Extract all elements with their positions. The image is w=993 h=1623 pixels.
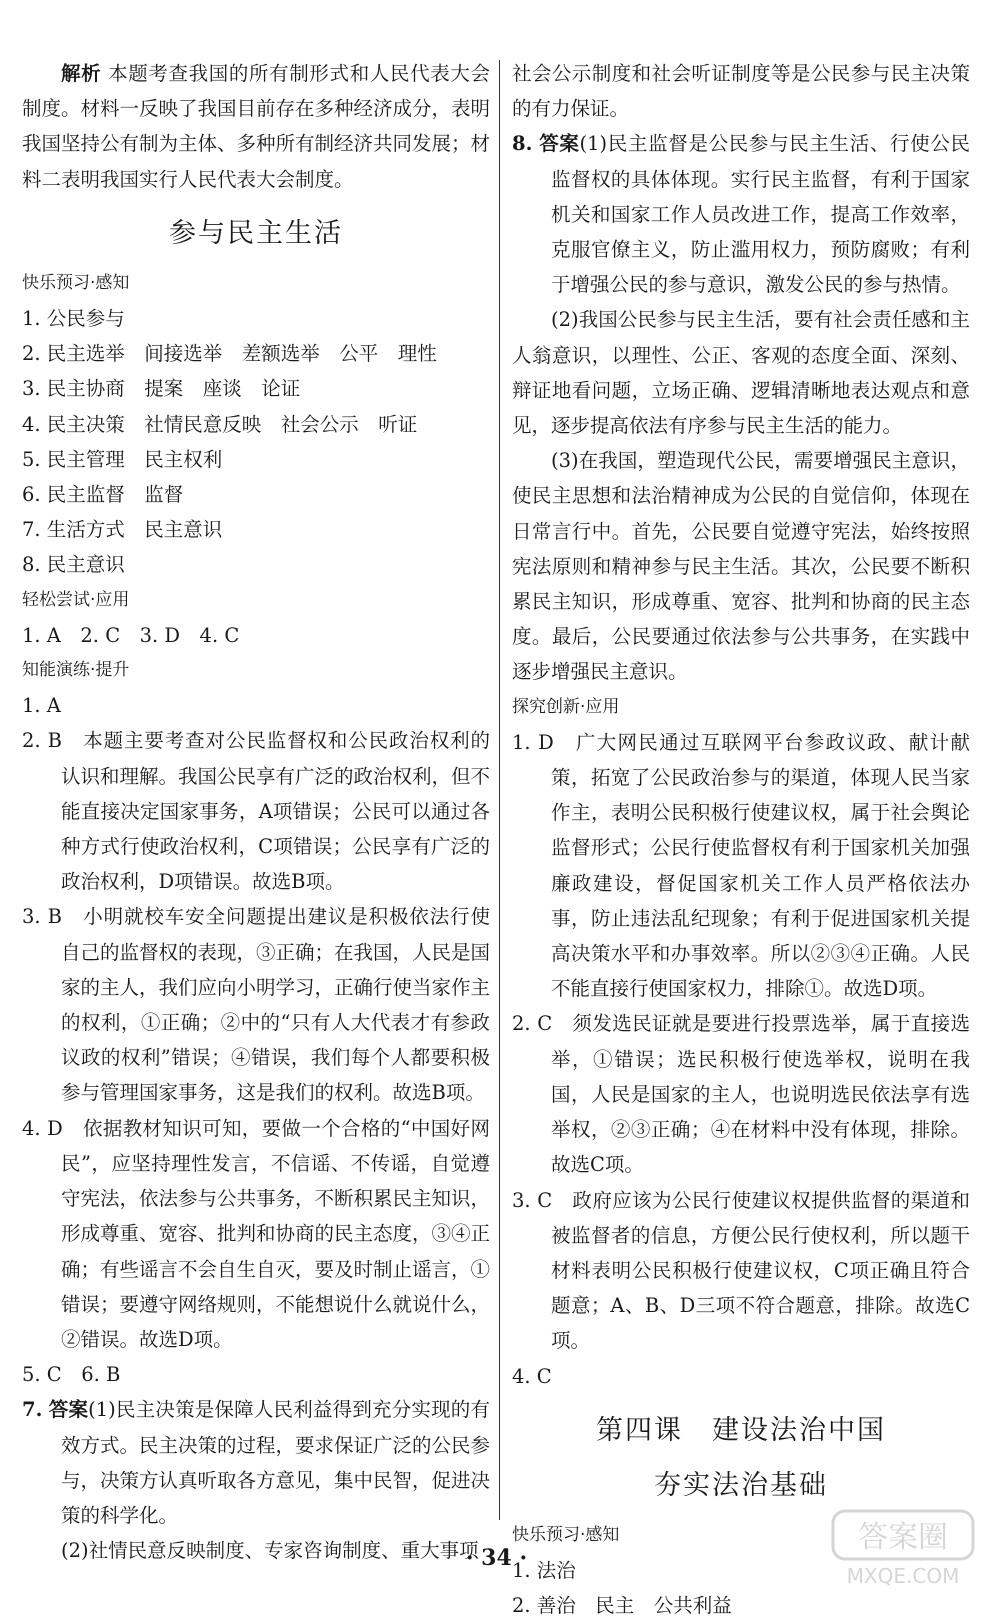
answer-label: 答案 (539, 132, 580, 156)
watermark-text: 答案圈 (858, 1520, 948, 1555)
list-item: 1. D 广大网民通过互联网平台参政议政、献计献策，拓宽了公民政治参与的渠道，体现人民当家作主，表明公民积极行使建议权，属于社会舆论监督形式；公民行使监督权有利于国家机关加强廉政建设，督促国家机关工作人员严格依法办事，防止违法乱纪现象；有利于促进国家机关提高决策水平和办事效率。所以②③④正确。人民不能直接行使国家权力，排除①。故选D项。 (512, 730, 970, 1001)
list-item: 3. 民主协商 提案 座谈 论证 (22, 377, 301, 401)
list-item: 3. C 政府应该为公民行使建议权提供监督的渠道和被监督者的信息，方便公民行使权利，所以题干材料表明公民积极行使建议权，C项正确且符合题意；A、B、D三项不符合题意，排除。故选C项。 (512, 1188, 970, 1353)
answer-continuation: 社会公示制度和社会听证制度等是公民参与民主决策的有力保证。 (512, 62, 970, 121)
subsection-heading: 探究创新·应用 (512, 696, 620, 717)
section-title: 参与民主生活 (169, 217, 343, 249)
list-item: 8. 民主意识 (22, 553, 125, 577)
subsection-heading: 轻松尝试·应用 (22, 589, 130, 610)
list-item: 1. 法治 (512, 1558, 576, 1582)
list-item: 6. 民主监督 监督 (22, 483, 184, 507)
list-item: 7. 生活方式 民主意识 (22, 518, 223, 542)
list-item: 4. D 依据教材知识可知，要做一个合格的“中国好网民”，应坚持理性发言，不信谣、不传谣，自觉遵守宪法，依法参与公共事务，不断积累民主知识，形成尊重、宽容、批判和协商的民主态度，③④正确；有些谣言不会自生自灭，要及时制止谣言，①错误；要遵守网络规则，不能想说什么就说什么，②错误。故选D项。 (22, 1116, 491, 1351)
answer-text: (1)民主监督是公民参与民主生活、行使公民监督权的具体体现。实行民主监督，有利于国家机关和国家工作人员改进工作，提高工作效率，克服官僚主义，防止滥用权力，预防腐败；有利于增强公民的参与意识，激发公民的参与热情。 (551, 132, 970, 297)
subsection-heading: 知能演练·提升 (22, 660, 130, 681)
chapter-title: 第四课 建设法治中国 (596, 1414, 886, 1446)
list-item: 2. 善治 民主 公共利益 (512, 1594, 732, 1618)
section-title: 夯实法治基础 (654, 1469, 828, 1501)
list-item: 5. 民主管理 民主权利 (22, 447, 223, 471)
list-item: 3. B 小明就校车安全问题提出建议是积极依法行使自己的监督权的表现，③正确；在我国，人民是国家的主人，我们应向小明学习，正确行使当家作主的权利，①正确；②中的“只有人大代表才有参政议政的权利”错误；④错误，我们每个人都要积极参与管理国家事务，这是我们的权利。故选B项。 (22, 905, 491, 1105)
watermark-url: MXQE.COM (846, 1564, 960, 1588)
left-column (22, 56, 490, 1568)
answer-text: (2)我国公民参与民主生活，要有社会责任感和主人翁意识，以理性、公正、客观的态度全面、深刻、辩证地看问题，立场正确、逻辑清晰地表达观点和意见，逐步提高依法有序参与民主生活的能力。 (512, 308, 970, 438)
analysis-text: 本题考查我国的所有制形式和人民代表大会制度。材料一反映了我国目前存在多种经济成分，表明我国坚持公有制为主体、多种所有制经济共同发展；材料二表明我国实行人民代表大会制度。 (22, 62, 491, 191)
list-item: 1. A (22, 694, 61, 718)
answer-8 (512, 126, 970, 302)
list-item: 5. C 6. B (22, 1363, 121, 1387)
watermark-logo (829, 1505, 979, 1590)
column-divider (499, 60, 500, 1520)
answer-7 (22, 1392, 490, 1533)
answer-label: 答案 (48, 1398, 89, 1422)
page-number: · 34 · (465, 1545, 528, 1571)
right-column (512, 56, 970, 1623)
answer-number: 8. (512, 132, 533, 156)
list-item: 2. C 须发选民证就是要进行投票选举，属于直接选举，①错误；选民积极行使选举权，说明在我国，人民是国家的主人，也说明选民依法享有选举权，②③正确；④在材料中没有体现，排除。故选C项。 (512, 1012, 970, 1177)
answer-text: (1)民主决策是保障人民利益得到充分实现的有效方式。民主决策的过程，要求保证广泛的公民参与，决策方认真听取各方意见，集中民智，促进决策的科学化。 (61, 1398, 491, 1527)
subsection-heading: 快乐预习·感知 (512, 1524, 620, 1545)
answer-number: 7. (22, 1398, 43, 1422)
list-item: 1. 公民参与 (22, 307, 125, 331)
list-item: 1. A 2. C 3. D 4. C (22, 623, 240, 647)
analysis-paragraph (22, 56, 490, 197)
list-item: 2. 民主选举 间接选举 差额选举 公平 理性 (22, 342, 437, 366)
subsection-heading: 快乐预习·感知 (22, 272, 130, 293)
list-item: 4. C (512, 1364, 552, 1388)
analysis-label: 解析 (61, 62, 102, 85)
answer-text: (3)在我国，塑造现代公民，需要增强民主意识，使民主思想和法治精神成为公民的自觉信仰，体现在日常言行中。首先，公民要自觉遵守宪法，始终按照宪法原则和精神参与民主生活。其次，公民要不断积累民主知识，形成尊重、宽容、批判和协商的民主态度。最后，公民要通过依法参与公共事务，在实践中逐步增强民主意识。 (512, 449, 970, 684)
list-item: 2. B 本题主要考查对公民监督权和公民政治权利的认识和理解。我国公民享有广泛的政治权利，但不能直接决定国家事务，A项错误；公民可以通过各种方式行使政治权利，C项错误；公民享有广泛的政治权利，D项错误。故选B项。 (22, 729, 491, 894)
answer-text: (2)社情民意反映制度、专家咨询制度、重大事项 (61, 1539, 479, 1563)
list-item: 4. 民主决策 社情民意反映 社会公示 听证 (22, 412, 418, 436)
